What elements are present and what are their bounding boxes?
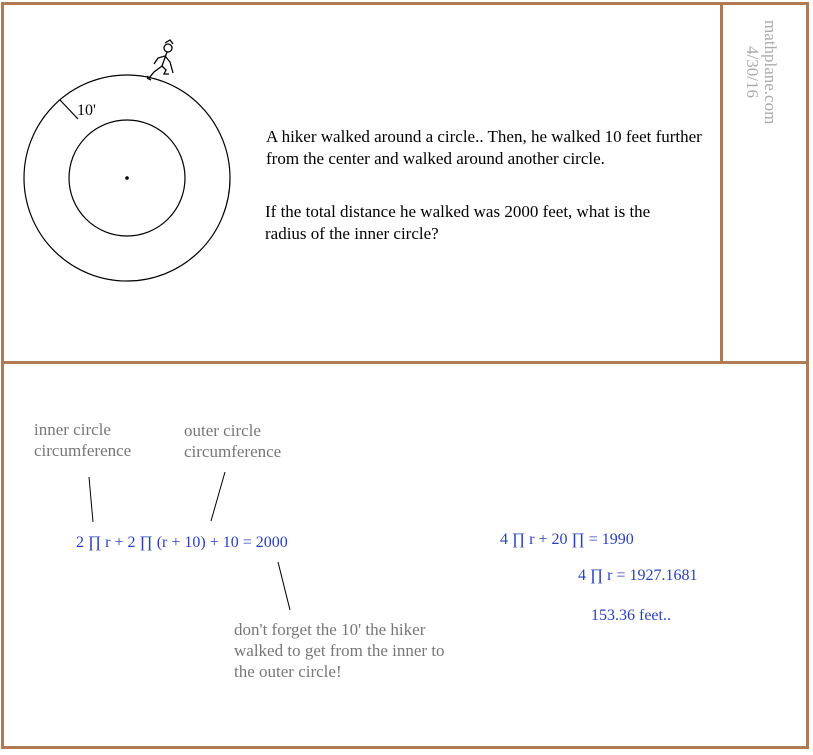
pointer-line-inner bbox=[89, 477, 93, 522]
radius-gap-line bbox=[60, 100, 78, 119]
main-equation: 2 ∏ r + 2 ∏ (r + 10) + 10 = 2000 bbox=[76, 534, 288, 551]
pointer-line-outer bbox=[211, 472, 225, 521]
problem-paragraph-1: A hiker walked around a circle.. Then, he walked 10 feet further from the center and walked around another circle. bbox=[266, 127, 702, 168]
radius-label: 10' bbox=[77, 102, 96, 119]
answer: 153.36 feet.. bbox=[591, 607, 671, 624]
hiker-icon bbox=[147, 40, 173, 80]
label-outer-circumference: outer circle circumference bbox=[184, 421, 282, 461]
label-inner-circumference: inner circle circumference bbox=[34, 420, 132, 460]
step-1: 4 ∏ r + 20 ∏ = 1990 bbox=[500, 531, 634, 548]
credit-site: mathplane.com bbox=[761, 20, 780, 125]
credit-block bbox=[742, 20, 792, 150]
reminder-note: don't forget the 10' the hiker walked to get from the inner to the outer circle! bbox=[234, 620, 445, 681]
step-2: 4 ∏ r = 1927.1681 bbox=[578, 567, 698, 584]
problem-paragraph-2: If the total distance he walked was 2000 feet, what is the radius of the inner circle? bbox=[265, 202, 651, 243]
center-dot bbox=[125, 176, 129, 180]
credit-date: 4/30/16 bbox=[743, 46, 762, 98]
pointer-line-note bbox=[278, 562, 290, 610]
